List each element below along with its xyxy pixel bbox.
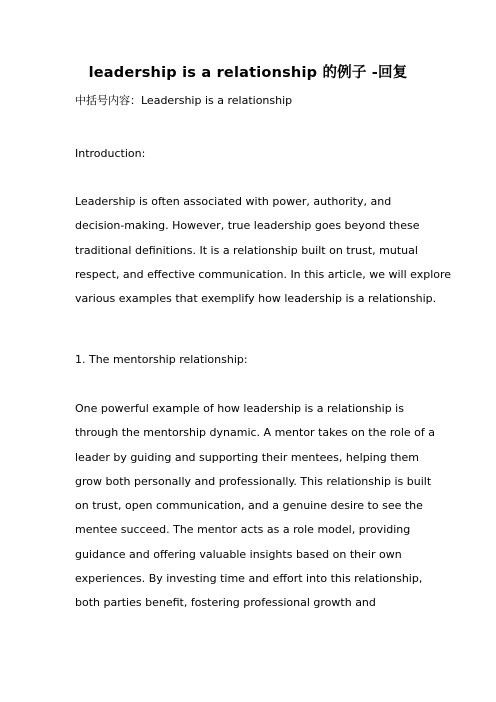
document-title: leadership is a relationship 的例子 -回复 bbox=[88, 65, 408, 81]
paragraph-line: through the mentorship dynamic. A mentor takes on the role of a bbox=[75, 426, 436, 440]
paragraph-line: both parties benefit, fostering professional growth and bbox=[75, 596, 376, 610]
paragraph-line: various examples that exemplify how leadership is a relationship. bbox=[75, 292, 437, 306]
paragraph-line: traditional definitions. It is a relationship built on trust, mutual bbox=[75, 243, 418, 257]
paragraph-line: grow both personally and professionally. This relationship is built bbox=[75, 474, 432, 488]
paragraph-line: respect, and effective communication. In this article, we will explore bbox=[75, 267, 452, 281]
section1-heading: 1. The mentorship relationship: bbox=[75, 353, 248, 366]
paragraph-line: leader by guiding and supporting their mentees, helping them bbox=[75, 450, 419, 464]
paragraph-line: mentee succeed. The mentor acts as a role model, providing bbox=[75, 523, 411, 537]
intro-heading: Introduction: bbox=[75, 147, 146, 160]
paragraph-line: Leadership is often associated with power, authority, and bbox=[75, 195, 392, 208]
intro-paragraph bbox=[75, 190, 452, 311]
paragraph-line: decision-making. However, true leadership goes beyond these bbox=[75, 219, 420, 233]
paragraph-line: on trust, open communication, and a genuine desire to see the bbox=[75, 499, 423, 513]
paragraph-line: One powerful example of how leadership is a relationship is bbox=[75, 402, 404, 415]
paragraph-line: experiences. By investing time and effort into this relationship, bbox=[75, 572, 423, 586]
section1-paragraph bbox=[75, 397, 435, 616]
document-subtitle: 中括号内容：Leadership is a relationship bbox=[75, 94, 293, 107]
paragraph-line: guidance and offering valuable insights based on their own bbox=[75, 547, 402, 561]
